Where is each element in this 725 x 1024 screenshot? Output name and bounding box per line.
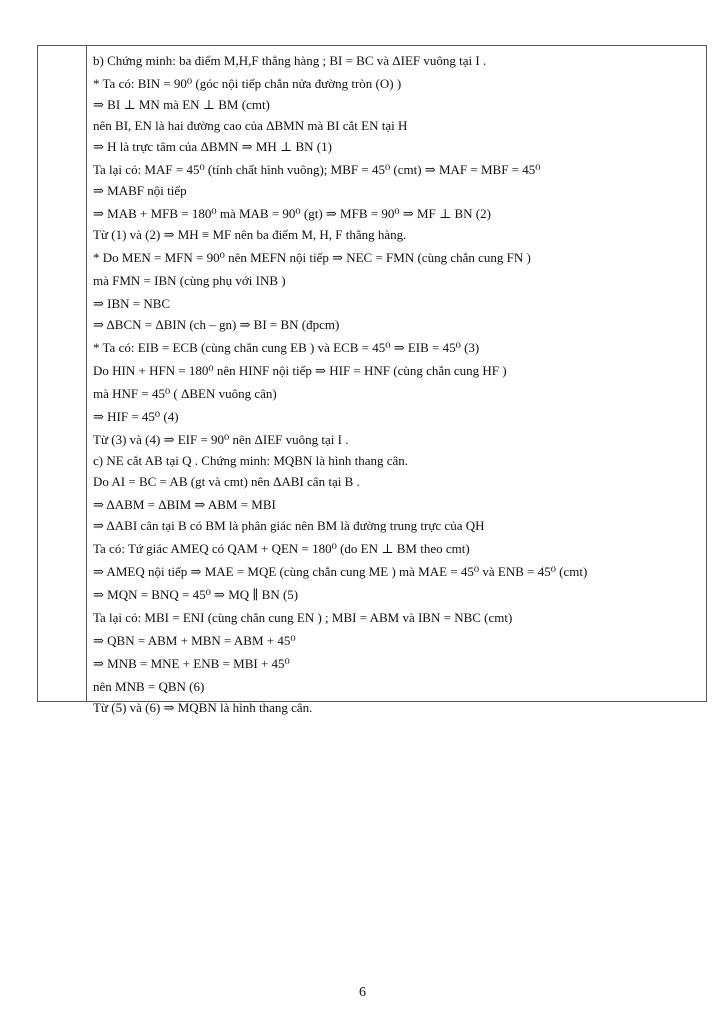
solution-line: Ta lại có: MBI = ENI (cùng chắn cung EN ) ; MBI = ABM và IBN = NBC (cmt) <box>93 610 513 625</box>
column-divider <box>86 45 87 702</box>
solution-line: nên BI, EN là hai đường cao của ΔBMN mà BI cắt EN tại H <box>93 118 408 133</box>
solution-line: c) NE cắt AB tại Q . Chứng minh: MQBN là hình thang cân. <box>93 453 409 468</box>
solution-line: * Ta có: BIN = 90⁰ (góc nội tiếp chắn nửa đường tròn (O) ) <box>93 76 402 91</box>
solution-line: * Do MEN = MFN = 90⁰ nên MEFN nội tiếp ⇒ NEC = FMN (cùng chắn cung FN ) <box>93 250 531 265</box>
solution-line: ⇒ HIF = 45⁰ (4) <box>93 409 179 424</box>
solution-line: Do HIN + HFN = 180⁰ nên HINF nội tiếp ⇒ HIF = HNF (cùng chắn cung HF ) <box>93 363 507 378</box>
solution-line: mà HNF = 45⁰ ( ΔBEN vuông cân) <box>93 386 277 401</box>
solution-line: Từ (1) và (2) ⇒ MH ≡ MF nên ba điểm M, H, F thẳng hàng. <box>93 227 407 242</box>
solution-line: ⇒ MNB = MNE + ENB = MBI + 45⁰ <box>93 656 290 671</box>
solution-line: ⇒ QBN = ABM + MBN = ABM + 45⁰ <box>93 633 296 648</box>
solution-line: ⇒ AMEQ nội tiếp ⇒ MAE = MQE (cùng chắn cung ME ) mà MAE = 45⁰ và ENB = 45⁰ (cmt) <box>93 564 588 579</box>
solution-line: Do AI = BC = AB (gt và cmt) nên ΔABI cân tại B . <box>93 474 360 489</box>
solution-line: ⇒ IBN = NBC <box>93 296 171 311</box>
solution-content <box>93 50 701 718</box>
solution-line: Từ (3) và (4) ⇒ EIF = 90⁰ nên ΔIEF vuông tại I . <box>93 432 349 447</box>
solution-line: Ta lại có: MAF = 45⁰ (tính chất hình vuông); MBF = 45⁰ (cmt) ⇒ MAF = MBF = 45⁰ <box>93 162 541 177</box>
solution-line: ⇒ ΔBCN = ΔBIN (ch – gn) ⇒ BI = BN (đpcm) <box>93 317 340 332</box>
solution-line: b) Chứng minh: ba điểm M,H,F thẳng hàng ; BI = BC và ΔIEF vuông tại I . <box>93 53 487 68</box>
solution-line: Từ (5) và (6) ⇒ MQBN là hình thang cân. <box>93 700 313 715</box>
solution-line: ⇒ MQN = BNQ = 45⁰ ⇒ MQ ∥ BN (5) <box>93 587 299 602</box>
solution-line: mà FMN = IBN (cùng phụ với INB ) <box>93 273 286 288</box>
solution-line: ⇒ BI ⊥ MN mà EN ⊥ BM (cmt) <box>93 97 270 112</box>
solution-line: Ta có: Tứ giác AMEQ có QAM + QEN = 180⁰ (do EN ⊥ BM theo cmt) <box>93 541 470 556</box>
page-number: 6 <box>359 985 366 1000</box>
solution-line: ⇒ MABF nội tiếp <box>93 183 187 198</box>
solution-line: * Ta có: EIB = ECB (cùng chắn cung EB ) và ECB = 45⁰ ⇒ EIB = 45⁰ (3) <box>93 340 480 355</box>
solution-line: ⇒ ΔABM = ΔBIM ⇒ ABM = MBI <box>93 497 276 512</box>
solution-line: ⇒ ΔABI cân tại B có BM là phân giác nên BM là đường trung trực của QH <box>93 518 485 533</box>
solution-line: ⇒ H là trực tâm của ΔBMN ⇒ MH ⊥ BN (1) <box>93 139 332 154</box>
solution-line: ⇒ MAB + MFB = 180⁰ mà MAB = 90⁰ (gt) ⇒ MFB = 90⁰ ⇒ MF ⊥ BN (2) <box>93 206 491 221</box>
solution-line: nên MNB = QBN (6) <box>93 679 205 694</box>
